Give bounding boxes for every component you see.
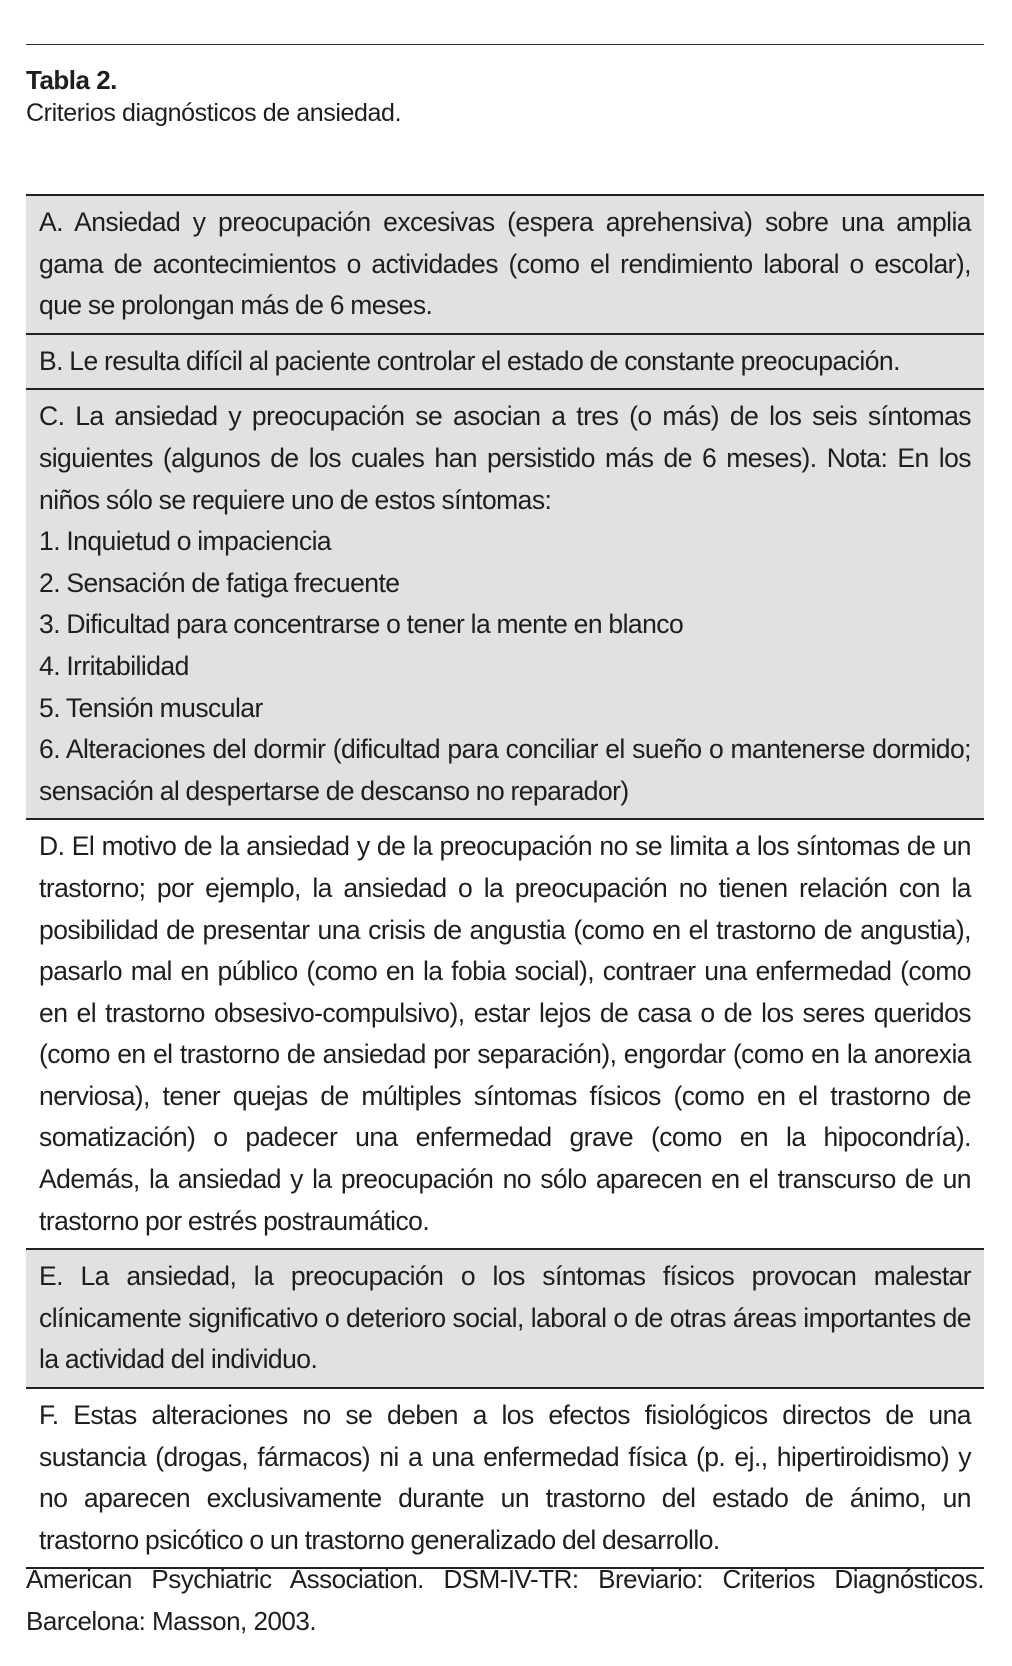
criterion-f-text: F. Estas alteraciones no se deben a los efectos fisiológicos directos de una sustancia (drogas, fármacos) ni a una enfermedad física (p. ej., hipertiroidismo) y no aparecen exclusivamente durante un trastorno del estado de ánimo, un trastorno psicótico o un trastorno generalizado del desarrollo.	[39, 1400, 971, 1555]
criterion-a-row	[26, 196, 984, 333]
criterion-e-text: E. La ansiedad, la preocupación o los síntomas físicos provocan malestar clínicamente significativo o deterioro social, laboral o de otras áreas importantes de la actividad del individuo.	[39, 1261, 971, 1375]
criterion-c-intro: C. La ansiedad y preocupación se asocian a tres (o más) de los seis síntomas siguientes (algunos de los cuales han persistido más de 6 meses). Nota: En los niños sólo se requiere uno de estos síntomas:	[39, 401, 971, 515]
symptom-2: 2. Sensación de fatiga frecuente	[39, 567, 400, 598]
criterion-d-row	[26, 818, 984, 1248]
symptom-6: 6. Alteraciones del dormir (dificultad para conciliar el sueño o mantenerse dormido; sensación al despertarse de descanso no reparador)	[39, 734, 971, 806]
table-number: Tabla 2.	[26, 65, 117, 95]
symptom-3: 3. Dificultad para concentrarse o tener la mente en blanco	[39, 609, 684, 640]
symptom-4: 4. Irritabilidad	[39, 650, 189, 681]
table-title-block	[26, 64, 984, 130]
criterion-b-text: B. Le resulta difícil al paciente controlar el estado de constante preocupación.	[39, 345, 900, 376]
criterion-c-row	[26, 388, 984, 818]
criterion-b-row	[26, 333, 984, 389]
source-reference: American Psychiatric Association. DSM-IV-TR: Breviario: Criterios Diagnósticos. Barcelona: Masson, 2003.	[26, 1564, 984, 1636]
criterion-d-text: D. El motivo de la ansiedad y de la preocupación no se limita a los síntomas de un trastorno; por ejemplo, la ansiedad o la preocupación no tienen relación con la posibilidad de presentar una crisis de angustia (como en el trastorno de angustia), pasarlo mal en público (como en la fobia social), contraer una enfermedad (como en el trastorno obsesivo-compulsivo), estar lejos de casa o de los seres queridos (como en el trastorno de ansiedad por separación), engordar (como en la anorexia nerviosa), tener quejas de múltiples síntomas físicos (como en el trastorno de somatización) o padecer una enfermedad grave (como en la hipocondría). Además, la ansiedad y la preocupación no sólo aparecen en el transcurso de un trastorno por estrés postraumático.	[39, 831, 971, 1236]
criterion-e-row	[26, 1248, 984, 1387]
symptom-5: 5. Tensión muscular	[39, 692, 263, 723]
criterion-a-text: A. Ansiedad y preocupación excesivas (espera aprehensiva) sobre una amplia gama de acontecimientos o actividades (como el rendimiento laboral o escolar), que se prolongan más de 6 meses.	[39, 207, 971, 321]
top-rule	[26, 44, 984, 45]
criteria-table	[26, 194, 984, 1569]
symptom-1: 1. Inquietud o impaciencia	[39, 526, 332, 557]
table-caption: Criterios diagnósticos de ansiedad.	[26, 99, 402, 127]
criterion-f-row	[26, 1387, 984, 1567]
